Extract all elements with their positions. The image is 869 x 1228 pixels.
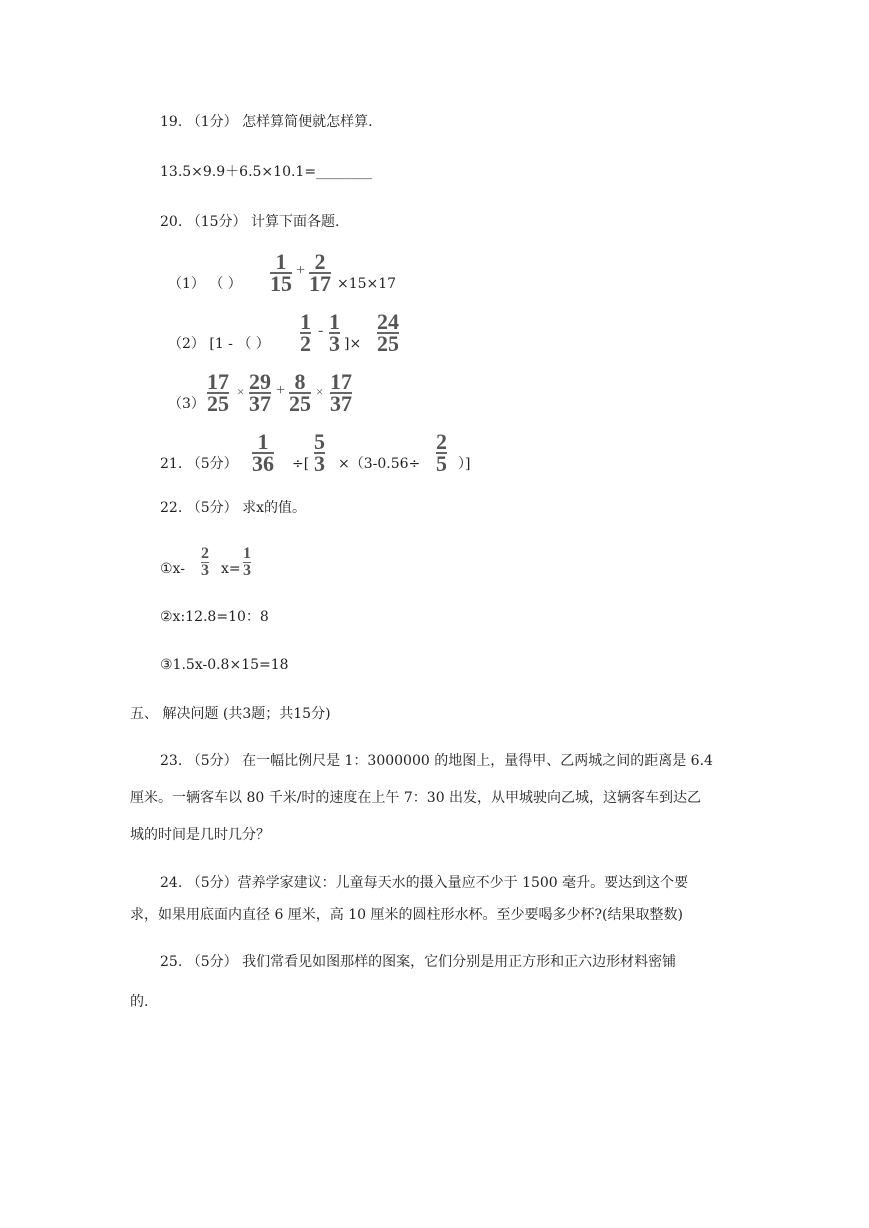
q20-part2-mid: ]× <box>344 336 362 352</box>
q19-header: 19. （1分） 怎样算简便就怎样算. <box>160 114 373 130</box>
numerator: 29 <box>249 369 271 394</box>
denominator: 17 <box>309 271 331 296</box>
q20-part3-label: （3） <box>168 396 205 412</box>
numerator: 8 <box>294 369 306 394</box>
numerator: 2 <box>436 429 447 454</box>
q23-line-2: 厘米。一辆客车以 80 千米/时的速度在上午 7：30 出发，从甲城驶向乙城，这辆客车到达乙 <box>130 790 702 806</box>
numerator: 1 <box>275 249 287 274</box>
q20-part2-label: （2） [1 - （ ） <box>168 336 270 352</box>
q21-text-2: ×（3-0.56÷ <box>338 456 421 472</box>
numerator: 1 <box>329 309 340 334</box>
numerator: 2 <box>314 249 326 274</box>
q21-label: 21. （5分） <box>160 456 238 472</box>
q24-line-1: 24. （5分）营养学家建议：儿童每天水的摄入量应不少于 1500 毫升。要达到这个要 <box>160 875 689 891</box>
q20-part3-fraction-1 <box>207 369 229 416</box>
q19-expression: 13.5×9.9＋6.5×10.1=________ <box>160 164 373 180</box>
numerator: 1 <box>257 429 269 454</box>
q20-part1-label: （1） （ ） <box>168 276 242 292</box>
q22-eq1-prefix: ①x- <box>160 561 185 577</box>
denominator: 37 <box>249 391 271 416</box>
q20-header: 20. （15分） 计算下面各题. <box>160 214 340 230</box>
plus-sign: + <box>296 262 306 279</box>
q20-part1-fraction-1 <box>270 249 292 296</box>
numerator: 1 <box>243 545 251 562</box>
plus-sign: + <box>276 382 286 399</box>
q20-part2-fraction-3 <box>377 309 399 356</box>
numerator: 1 <box>300 309 311 334</box>
q21-text-1: ÷[ <box>292 456 310 472</box>
q21-fraction-3 <box>436 429 447 476</box>
q22-eq3: ③1.5x-0.8×15=18 <box>160 657 289 673</box>
denominator: 25 <box>289 391 311 416</box>
denominator: 36 <box>252 451 274 476</box>
q22-eq1-fraction-1 <box>201 546 209 579</box>
q25-line-2: 的. <box>130 994 149 1010</box>
q20-part2-fraction-2 <box>329 309 340 356</box>
section-5-heading: 五、 解决问题 (共3题；共15分) <box>130 706 331 722</box>
q20-part3-fraction-3 <box>289 369 311 416</box>
q20-part3-fraction-4 <box>330 369 352 416</box>
q21-fraction-2 <box>314 429 325 476</box>
q20-part1-fraction-2 <box>309 249 331 296</box>
q23-line-3: 城的时间是几时几分？ <box>130 827 270 843</box>
times-sign: × <box>237 384 245 399</box>
minus-sign: - <box>318 322 324 339</box>
denominator: 3 <box>329 331 340 356</box>
q23-line-1: 23. （5分） 在一幅比例尺是 1：3000000 的地图上，量得甲、乙两城之间的距离是 6.4 <box>160 753 713 769</box>
denominator: 2 <box>300 331 311 356</box>
q20-part2-fraction-1 <box>300 309 311 356</box>
numerator: 5 <box>314 429 325 454</box>
q22-eq2: ②x:12.8=10：8 <box>160 609 269 625</box>
numerator: 17 <box>207 369 229 394</box>
q20-part1-tail: ×15×17 <box>337 276 397 292</box>
q21-fraction-1 <box>252 429 274 476</box>
q22-header: 22. （5分） 求x的值。 <box>160 500 306 516</box>
q22-eq1-fraction-2 <box>243 546 251 579</box>
q22-eq1-middle: x= <box>221 561 241 577</box>
denominator: 3 <box>314 451 325 476</box>
numerator: 2 <box>201 545 209 562</box>
denominator: 3 <box>201 562 209 579</box>
denominator: 25 <box>207 391 229 416</box>
denominator: 3 <box>243 562 251 579</box>
numerator: 17 <box>330 369 352 394</box>
q20-part3-fraction-2 <box>249 369 271 416</box>
q24-line-2: 求，如果用底面内直径 6 厘米，高 10 厘米的圆柱形水杯。至少要喝多少杯?(结果取整数) <box>130 907 683 923</box>
denominator: 15 <box>270 271 292 296</box>
numerator: 24 <box>377 309 399 334</box>
q25-line-1: 25. （5分） 我们常看见如图那样的图案，它们分别是用正方形和正六边形材料密铺 <box>160 954 677 970</box>
denominator: 37 <box>330 391 352 416</box>
q21-text-3: ）] <box>458 456 471 472</box>
denominator: 5 <box>436 451 447 476</box>
times-sign: × <box>316 384 324 399</box>
denominator: 25 <box>377 331 399 356</box>
